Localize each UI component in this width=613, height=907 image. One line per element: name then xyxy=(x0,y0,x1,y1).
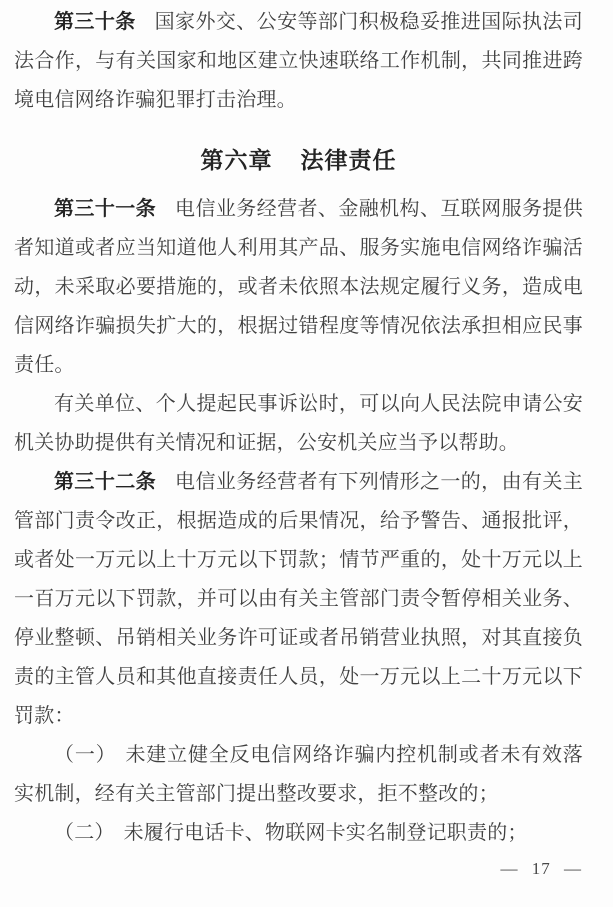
chapter-6-heading xyxy=(14,141,583,180)
article-32-paragraph xyxy=(14,463,583,736)
article-31-paragraph-2 xyxy=(14,385,583,463)
article-32-item-1-text: 未建立健全反电信网络诈骗内控机制或者未有效落实机制，经有关主管部门提出整改要求，拒不整改的； xyxy=(14,744,583,805)
chapter-6-title: 法律责任 xyxy=(300,148,397,173)
article-31-paragraph xyxy=(14,190,583,385)
article-30-paragraph xyxy=(14,3,583,120)
article-31-number: 第三十一条 xyxy=(54,198,157,220)
article-31-text: 电信业务经营者、金融机构、互联网服务提供者知道或者应当知道他人利用其产品、服务实施电信网络诈骗活动，未采取必要措施的，或者未依照本法规定履行义务，造成电信网络诈骗损失扩大的，根据过错程度等情况依法承担相应民事责任。 xyxy=(14,198,584,376)
article-32-item-2 xyxy=(14,814,583,853)
page-number: — 17 — xyxy=(500,859,582,878)
article-32-text: 电信业务经营者有下列情形之一的，由有关主管部门责令改正，根据造成的后果情况，给予警告、通报批评，或者处一万元以上十万元以下罚款；情节严重的，处十万元以上一百万元以下罚款，并可以由有关主管部门责令暂停相关业务、停业整顿、吊销相关业务许可证或者吊销营业执照，对其直接负责的主管人员和其他直接责任人员，处一万元以上二十万元以下罚款： xyxy=(14,471,584,727)
article-32-item-2-number: （二） xyxy=(54,822,115,844)
article-32-number: 第三十二条 xyxy=(54,471,157,493)
article-30-number: 第三十条 xyxy=(54,11,136,33)
article-32-item-2-text: 未履行电话卡、物联网卡实名制登记职责的； xyxy=(123,822,528,844)
article-32-item-1-number: （一） xyxy=(54,744,117,766)
article-30-text: 国家外交、公安等部门积极稳妥推进国际执法司法合作，与有关国家和地区建立快速联络工作机制，共同推进跨境电信网络诈骗犯罪打击治理。 xyxy=(14,11,583,111)
chapter-6-number: 第六章 xyxy=(200,148,273,173)
article-31-paragraph-2-text: 有关单位、个人提起民事诉讼时，可以向人民法院申请公安机关协助提供有关情况和证据，公安机关应当予以帮助。 xyxy=(14,393,583,454)
article-32-item-1 xyxy=(14,736,583,814)
